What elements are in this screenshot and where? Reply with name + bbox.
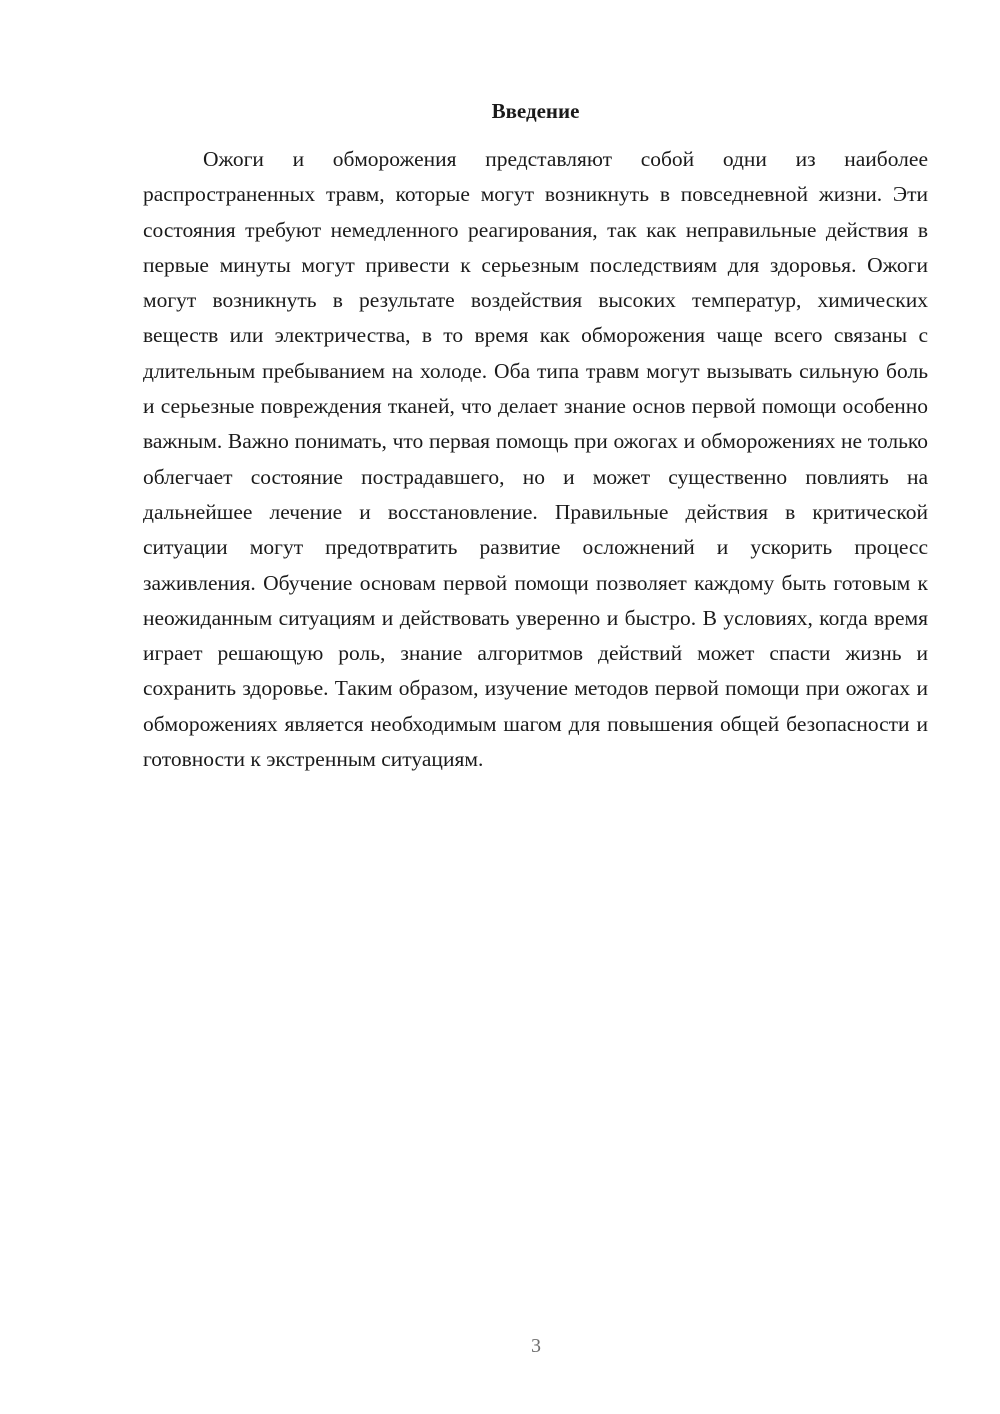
page-number: 3 [531,1335,541,1357]
body-paragraph: Ожоги и обморожения представляют собой одни из наиболее распространенных травм, которые могут возникнуть в повседневной жизни. Эти состояния требуют немедленного реагирования, так как неправильные действия в первые минуты могут привести к серьезным последствиям для здоровья. Ожоги могут возникнуть в результате воздействия высоких температур, химических веществ или электричества, в то время как обморожения чаще всего связаны с длительным пребыванием на холоде. Оба типа травм могут вызывать сильную боль и серьезные повреждения тканей, что делает знание основ первой помощи особенно важным. Важно понимать, что первая помощь при ожогах и обморожениях не только облегчает состояние пострадавшего, но и может существенно повлиять на дальнейшее лечение и восстановление. Правильные действия в критической ситуации могут предотвратить развитие осложнений и ускорить процесс заживления. Обучение основам первой помощи позволяет каждому быть готовым к неожиданным ситуациям и действовать уверенно и быстро. В условиях, когда время играет решающую роль, знание алгоритмов действий может спасти жизнь и сохранить здоровье. Таким образом, изучение методов первой помощи при ожогах и обморожениях является необходимым шагом для повышения общей безопасности и готовности к экстренным ситуациям. [143,147,928,772]
section-heading: Введение [491,99,580,123]
